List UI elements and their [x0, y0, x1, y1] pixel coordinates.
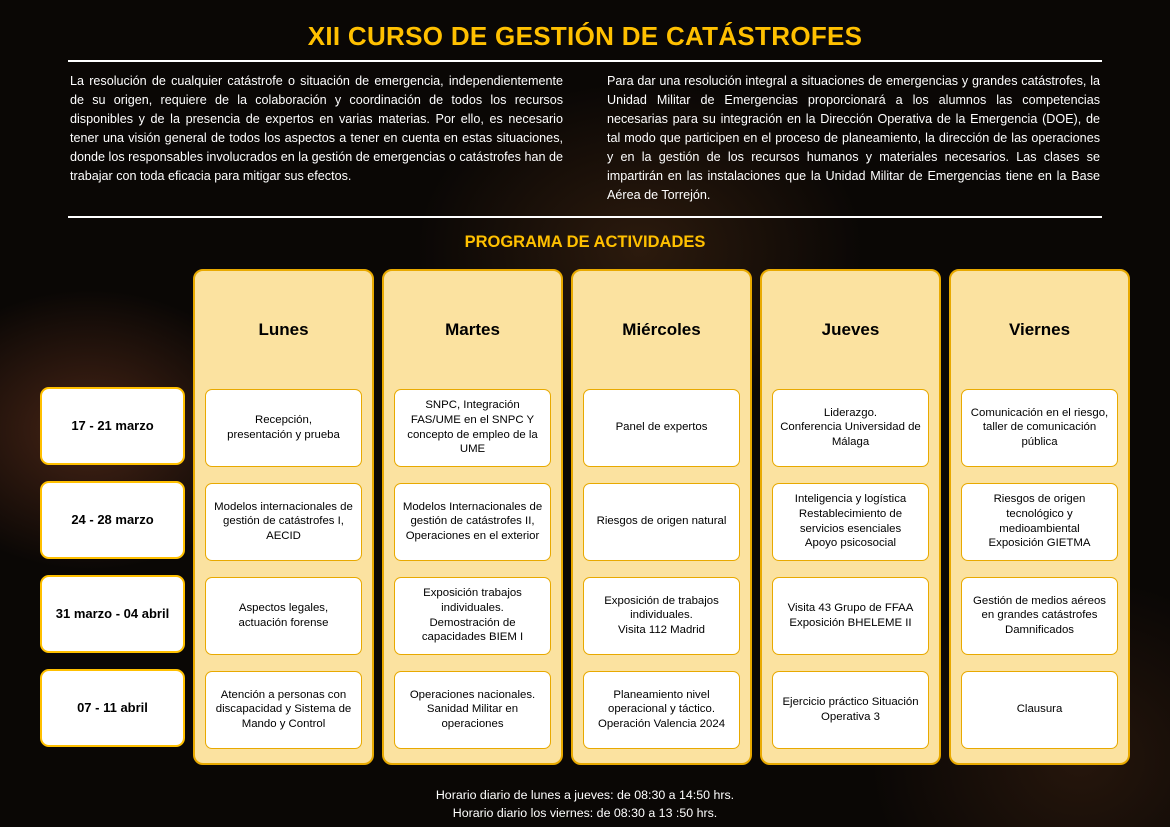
week-label: 31 marzo - 04 abril — [40, 575, 185, 653]
page-title: XII CURSO DE GESTIÓN DE CATÁSTROFES — [307, 21, 863, 51]
intro-paragraph-right: Para dar una resolución integral a situaciones de emergencias y grandes catástrofes, la Unidad Militar de Emergencias proporcionará a los alumnos las competencias necesarias para su integración en la Dirección Operativa de la Emergencia (DOE), de tal modo que participen en el proceso de planeamiento, la dirección de las operaciones y en la gestión de los recursos humanos y materiales necesarios. Las clases se impartirán en las instalaciones que la Unidad Militar de Emergencias tiene en la Base Aérea de Torrejón. — [607, 73, 1100, 203]
activity-line: Operaciones nacionales. — [409, 688, 536, 701]
activity-line: Visita 112 Madrid — [618, 623, 705, 636]
activity-line: actuación forense — [238, 616, 329, 629]
activity-cell — [394, 389, 551, 467]
activity-cell — [394, 671, 551, 749]
day-header: Miércoles — [622, 319, 701, 339]
activity-line: Exposición GIETMA — [988, 537, 1091, 550]
activity-line: Demostración de capacidades BIEM I — [421, 616, 524, 644]
activity-cell — [961, 577, 1118, 655]
activity-cell — [205, 389, 362, 467]
day-column-viernes — [949, 269, 1130, 765]
schedule-grid — [0, 269, 1170, 765]
activity-line: Operación Valencia 2024 — [597, 717, 726, 730]
weeks-column — [40, 269, 185, 747]
activity-cell — [205, 671, 362, 749]
intro-divider-bottom — [68, 216, 1102, 218]
week-label: 17 - 21 marzo — [40, 387, 185, 465]
day-column-miercoles — [571, 269, 752, 765]
week-label: 24 - 28 marzo — [40, 481, 185, 559]
day-column-martes — [382, 269, 563, 765]
activity-line: Modelos internacionales de gestión de catástrofes I, AECID — [214, 500, 353, 542]
activity-cell — [583, 577, 740, 655]
footer-line-1: Horario diario de lunes a jueves: de 08:30 a 14:50 hrs. — [435, 787, 735, 802]
day-column-lunes — [193, 269, 374, 765]
day-header: Viernes — [1008, 319, 1071, 339]
activity-cell — [205, 577, 362, 655]
week-label: 07 - 11 abril — [40, 669, 185, 747]
activity-line: Ejercicio práctico Situación Operativa 3 — [782, 695, 919, 723]
activity-line: Restablecimiento de servicios esenciales — [798, 507, 903, 535]
activity-line: Riesgos de origen natural — [596, 515, 727, 528]
activity-line: Recepción, — [255, 413, 312, 426]
intro-paragraph-left: La resolución de cualquier catástrofe o situación de emergencia, independientemente de su origen, requiere de la colaboración y coordinación de todos los recursos disponibles y de la presencia de expertos en varias materias. Por ello, es necesario tener una visión general de todos los aspectos a tener en cuenta en estas situaciones, donde los responsables involucrados en la gestión de emergencias o catástrofes han de trabajar con toda eficacia para mitigar sus efectos. — [70, 73, 563, 184]
activity-cell — [772, 671, 929, 749]
activity-cell — [961, 389, 1118, 467]
activity-line: Sanidad Militar en operaciones — [426, 703, 519, 730]
intro-section — [0, 62, 1170, 206]
activity-line: Comunicación en el riesgo, taller de comunicación pública — [970, 406, 1109, 448]
program-heading: PROGRAMA DE ACTIVIDADES — [464, 232, 706, 251]
activity-line: Inteligencia y logística — [794, 493, 907, 506]
activity-cell — [394, 577, 551, 655]
activity-cell — [772, 483, 929, 561]
activity-line: Aspectos legales, — [238, 601, 329, 614]
activity-line: Exposición de trabajos individuales. — [604, 594, 719, 622]
activity-cell — [961, 483, 1118, 561]
day-header: Jueves — [821, 319, 880, 339]
activity-line: Atención a personas con discapacidad y Sistema de Mando y Control — [215, 688, 352, 730]
activity-line: Modelos Internacionales de gestión de catástrofes II, Operaciones en el exterior — [402, 500, 543, 542]
activity-line: Conferencia Universidad de Málaga — [780, 421, 921, 448]
day-header: Martes — [445, 319, 500, 339]
activity-line: Panel de expertos — [615, 421, 708, 434]
schedule-footer — [0, 787, 1170, 823]
activity-line: Gestión de medios aéreos en grandes catástrofes — [973, 594, 1106, 622]
activity-line: Clausura — [1016, 703, 1063, 716]
activity-cell — [772, 389, 929, 467]
activity-line: SNPC, Integración FAS/UME en el SNPC Y concepto de empleo de la UME — [407, 399, 538, 456]
activity-line: Liderazgo. — [823, 406, 878, 419]
activity-cell — [394, 483, 551, 561]
activity-line: Apoyo psicosocial — [804, 537, 897, 550]
activity-cell — [583, 483, 740, 561]
activity-line: Exposición trabajos individuales. — [423, 587, 522, 614]
activity-cell — [583, 389, 740, 467]
activity-cell — [205, 483, 362, 561]
day-header: Lunes — [258, 319, 309, 339]
activity-line: Planeamiento nivel operacional y táctico. — [607, 688, 715, 716]
activity-cell — [583, 671, 740, 749]
activity-line: Damnificados — [1004, 623, 1074, 636]
activity-cell — [961, 671, 1118, 749]
activity-line: Visita 43 Grupo de FFAA — [787, 601, 914, 614]
day-column-jueves — [760, 269, 941, 765]
footer-line-2: Horario diario los viernes: de 08:30 a 13 :50 hrs. — [452, 805, 718, 820]
activity-line: Riesgos de origen tecnológico y medioambiental — [993, 493, 1086, 535]
activity-line: presentación y prueba — [227, 428, 340, 441]
activity-line: Exposición BHELEME II — [789, 616, 912, 629]
activity-cell — [772, 577, 929, 655]
